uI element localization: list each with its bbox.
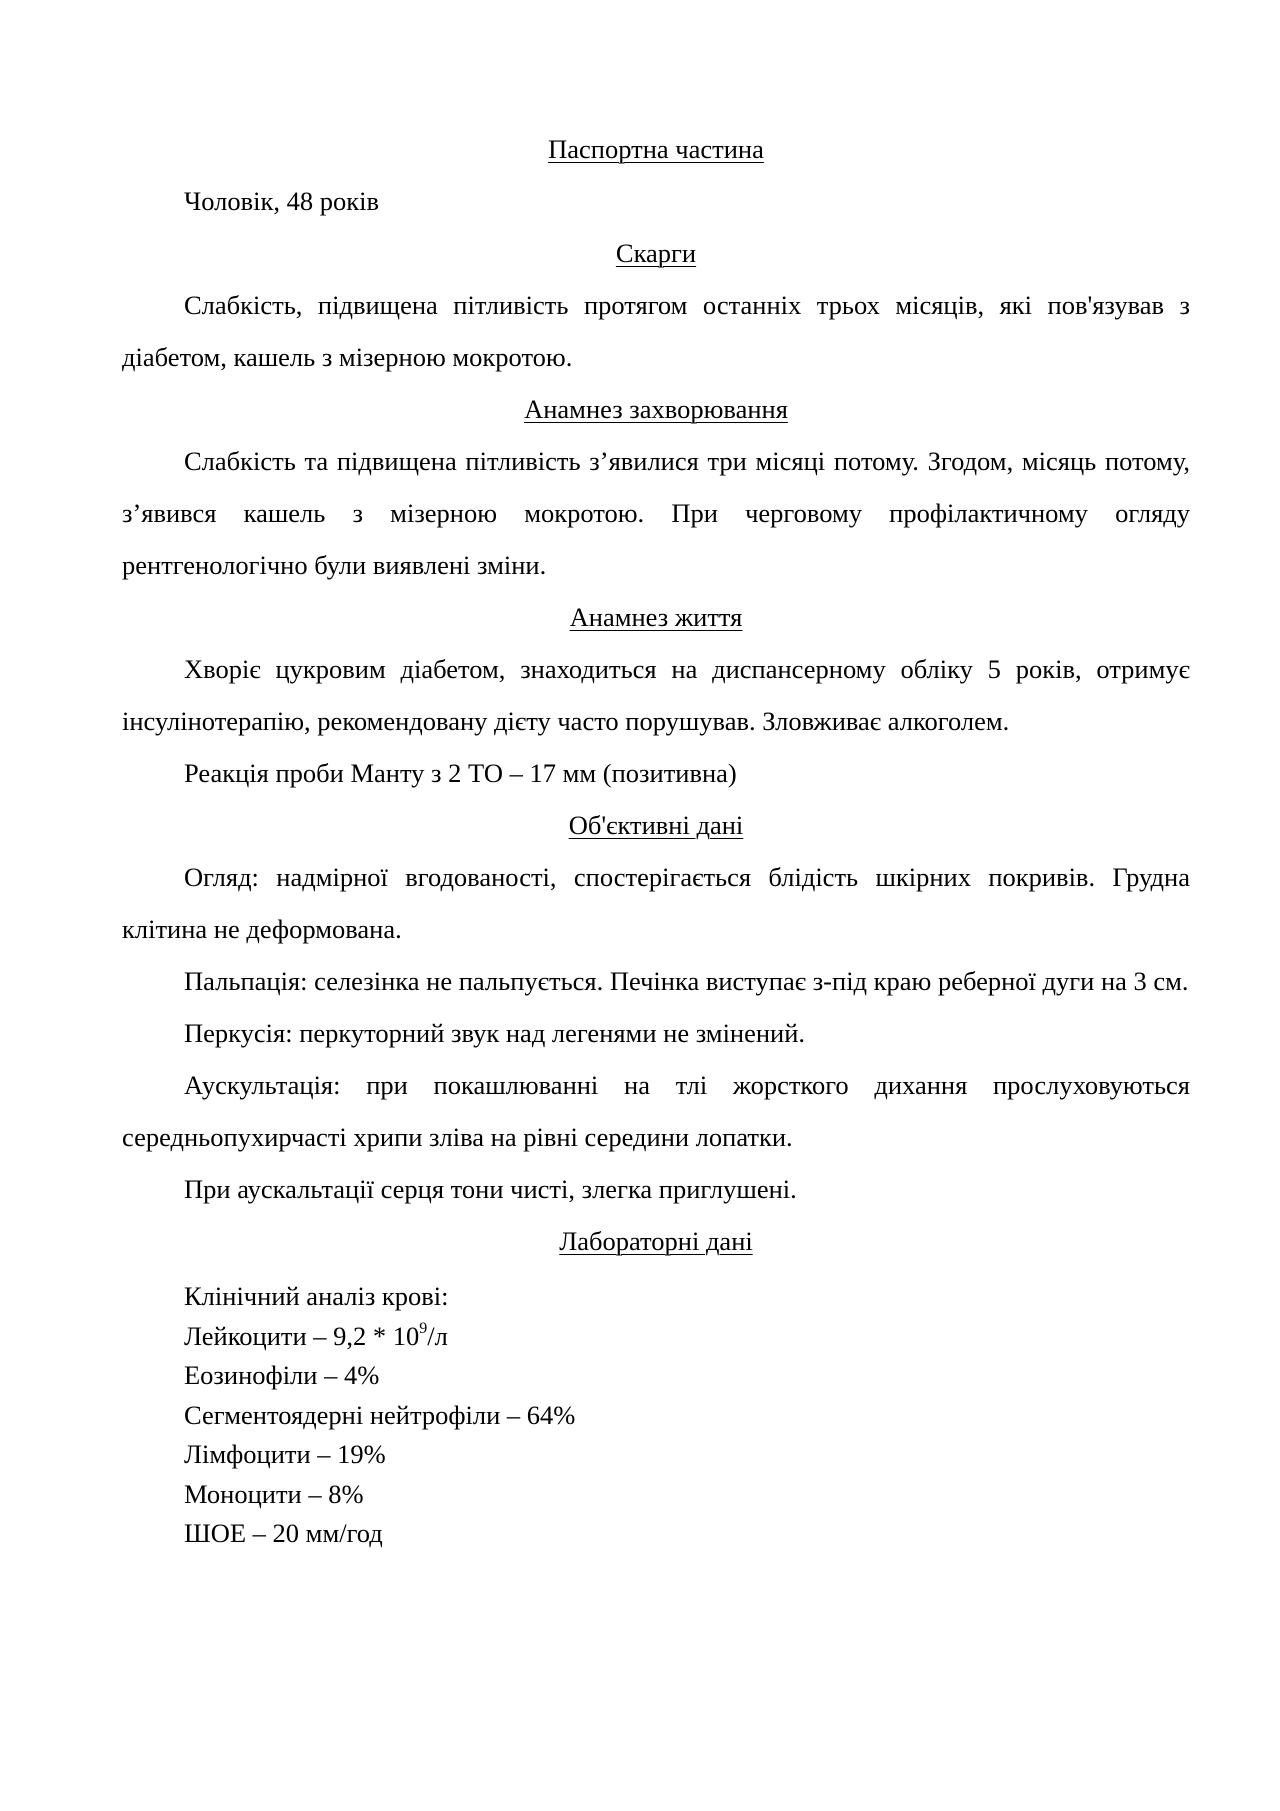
document-page	[122, 123, 1190, 1554]
blood-analysis-title: Клінічний аналіз крові:	[184, 1281, 449, 1311]
lab-item-leukocytes	[184, 1317, 1190, 1357]
lab-item-neutrophils: Сегментоядерні нейтрофіли – 64%	[184, 1399, 576, 1430]
inspection-text: Огляд: надмірної вгодованості, спостерігається блідість шкірних покривів. Грудна клітина не деформована.	[122, 862, 1190, 944]
lab-item-monocytes: Моноцити – 8%	[184, 1478, 364, 1509]
lab-item-lymphocytes: Лімфоцити – 19%	[184, 1439, 386, 1469]
blood-analysis-list	[122, 1277, 1190, 1554]
life-history-text: Хворіє цукровим діабетом, знаходиться на диспансерному обліку 5 років, отримує інсулінотерапію, рекомендовану дієту часто порушував. Зловживає алкоголем.	[122, 654, 1190, 736]
disease-history-heading: Анамнез захворювання	[524, 394, 788, 424]
leukocytes-unit: /л	[427, 1320, 448, 1351]
lab-heading: Лабораторні дані	[559, 1226, 753, 1256]
auscultation-text: Аускультація: при покашлюванні на тлі жорсткого дихання прослуховуються середньопухирчасті хрипи зліва на рівні середини лопатки.	[122, 1070, 1190, 1152]
mantoux-text: Реакція проби Манту з 2 ТО – 17 мм (позитивна)	[184, 758, 737, 788]
leukocytes-exponent: 9	[419, 1319, 428, 1337]
heart-auscultation-text: При аускальтації серця тони чисті, злегка приглушені.	[184, 1174, 797, 1204]
objective-heading: Об'єктивні дані	[568, 810, 744, 840]
passport-heading: Паспортна частина	[548, 134, 764, 164]
lab-item-esr: ШОЕ – 20 мм/год	[184, 1518, 383, 1548]
complaints-text: Слабкість, підвищена пітливість протягом останніх трьох місяців, які пов'язував з діабетом, кашель з мізерною мокротою.	[122, 290, 1190, 372]
percussion-text: Перкусія: перкуторний звук над легенями не змінений.	[184, 1018, 806, 1048]
complaints-heading: Скарги	[615, 238, 697, 268]
leukocytes-value: Лейкоцити – 9,2 * 10	[184, 1320, 420, 1351]
life-history-heading: Анамнез життя	[569, 602, 743, 632]
lab-item-eosinophils: Еозинофіли – 4%	[184, 1360, 380, 1390]
passport-text: Чоловік, 48 років	[184, 186, 379, 216]
disease-history-text: Слабкість та підвищена пітливість з’явилися три місяці потому. Згодом, місяць потому, з’явився кашель з мізерною мокротою. При черговому профілактичному огляду рентгенологічно були виявлені зміни.	[122, 446, 1190, 580]
palpation-text: Пальпація: селезінка не пальпується. Печінка виступає з-під краю реберної дуги на 3 см.	[184, 966, 1189, 996]
